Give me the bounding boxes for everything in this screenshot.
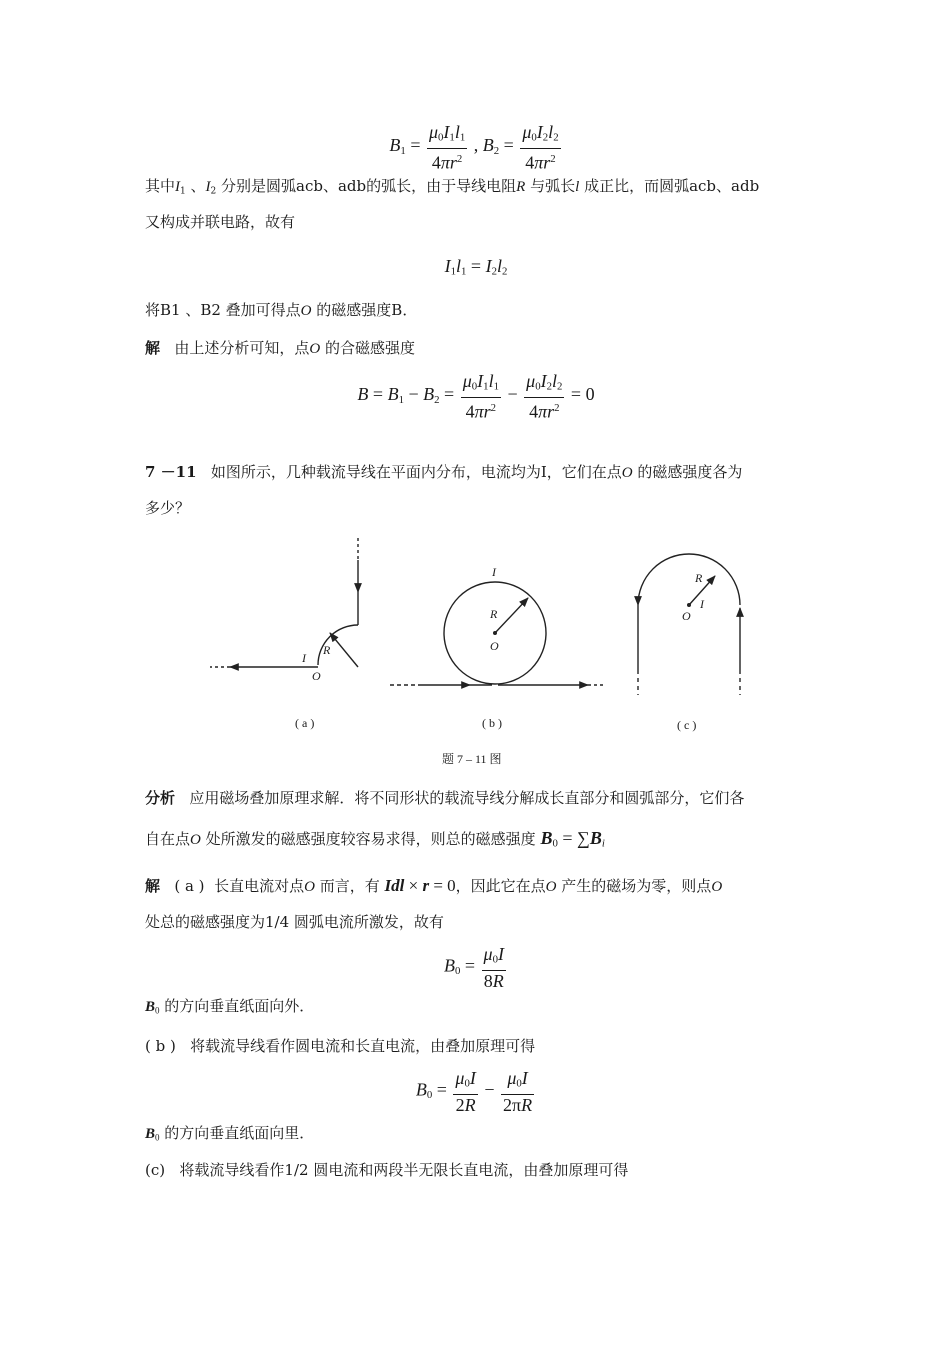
equation-total-b: $B = B_1 - B_2$ = $\frac{\mu_0I_1l_1}{4\pi r^2}$ − $\frac{\mu_0I_2l_2}{4\pi r^2}$ = 0: [357, 371, 595, 422]
part-c-line: (c) 将载流导线看作1/2 圆电流和两段半无限长直电流，由叠加原理可得: [145, 1161, 629, 1179]
part-b-line: ( b ) 将载流导线看作圆电流和长直电流，由叠加原理可得: [145, 1037, 536, 1055]
direction-in: $B_0$ 的方向垂直纸面向里．: [145, 1124, 315, 1143]
equation-a: $B_0$ = $\frac{\mu_0I}{8R}$: [443, 944, 504, 991]
figure-b: [390, 582, 605, 685]
figure-label-b: ( b ): [482, 716, 502, 730]
svg-text:O: O: [682, 609, 691, 623]
figure-label-a: ( a ): [295, 716, 315, 730]
paragraph-line-2: 又构成并联电路，故有: [145, 213, 296, 231]
problem-statement-2: 多少？: [145, 499, 191, 517]
figure-7-11: [0, 530, 952, 740]
direction-out: $B_0$ 的方向垂直纸面向外．: [145, 997, 315, 1016]
svg-text:R: R: [323, 643, 331, 657]
figure-a: [210, 538, 358, 667]
equation-i1l1-i2l2: $I_1l_1 = I_2l_2$: [444, 256, 508, 278]
equation-b: $B_0$ = $\frac{\mu_0I}{2R}$ − $\frac{\mu_0I}{2\pi R}$: [415, 1068, 533, 1115]
svg-text:I: I: [492, 565, 496, 579]
figure-c: [638, 554, 740, 695]
svg-text:I: I: [700, 597, 704, 611]
analysis-line-2: 自在点O 处所激发的磁感强度较容易求得，则总的磁感强度 $B_0 = \sum B_i$: [145, 828, 605, 850]
solution-a-line-2: 处总的磁感强度为1/4 圆弧电流所激发，故有: [145, 913, 444, 931]
figure-caption: 题 7 – 11 图: [442, 752, 502, 766]
solution-line: 解 由上述分析可知，点O 的合磁感强度: [145, 339, 415, 357]
paragraph-line-3: 将B1 、B2 叠加可得点O 的磁感强度B．: [145, 301, 418, 319]
solution-a-line-1: 解 ( a ) 长直电流对点O 而言，有 Idl × r = 0，因此它在点O 产生的磁场为零，则点O: [145, 876, 723, 895]
svg-text:R: R: [490, 607, 498, 621]
svg-text:I: I: [302, 651, 306, 665]
equation-b1-b2: $B_1$ = $\frac{\mu_0I_1l_1}{4\pi r^2}$ , $B_2$ = $\frac{\mu_0I_2l_2}{4\pi r^2}$: [389, 122, 559, 173]
figure-label-c: ( c ): [677, 718, 697, 732]
analysis-line-1: 分析 应用磁场叠加原理求解．将不同形状的载流导线分解成长直部分和圆弧部分，它们各: [145, 789, 745, 807]
svg-text:O: O: [490, 639, 499, 653]
problem-statement: 7 －11 如图所示，几种载流导线在平面内分布，电流均为I，它们在点O 的磁感强度各为: [145, 463, 743, 481]
svg-text:R: R: [695, 571, 703, 585]
svg-text:O: O: [312, 669, 321, 683]
paragraph-line-1: 其中$I_1$ 、$I_2$ 分别是圆弧acb、adb的弧长，由于导线电阻R 与弧长l 成正比，而圆弧acb、adb: [145, 177, 760, 197]
